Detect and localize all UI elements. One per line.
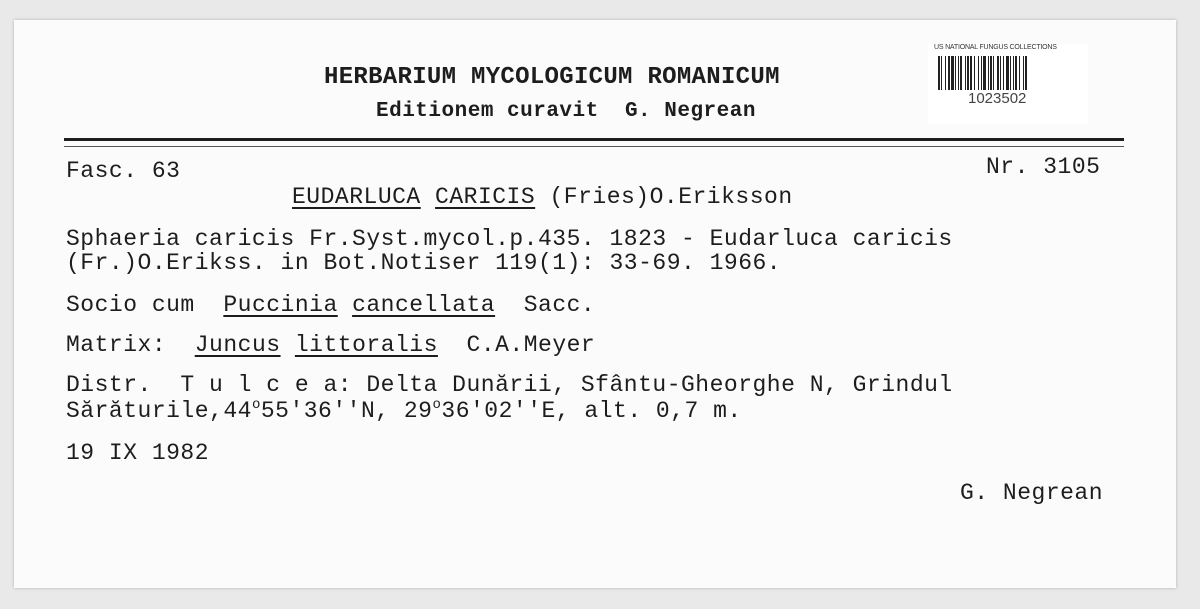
taxon-species: CARICIS — [435, 184, 536, 210]
matrix-prefix: Matrix: — [66, 332, 167, 358]
socio-species: cancellata — [352, 292, 496, 318]
barcode-number: 1023502 — [968, 90, 1027, 107]
matrix-authority: C.A.Meyer — [466, 332, 596, 358]
header-title: HERBARIUM MYCOLOGICUM ROMANICUM — [324, 64, 780, 91]
distribution-part-b: 55'36''N, 29 — [260, 398, 433, 424]
socio-genus: Puccinia — [223, 292, 338, 318]
synonymy-line-2: (Fr.)O.Erikss. in Bot.Notiser 119(1): 33-69. 1966. — [66, 250, 782, 276]
barcode-bars — [938, 56, 1078, 90]
taxon-authority: (Fries)O.Eriksson — [549, 184, 793, 210]
collector-name: G. Negrean — [960, 480, 1104, 506]
socio-prefix: Socio cum — [66, 292, 195, 318]
distribution-part-c: 36'02''E, alt. 0,7 m. — [441, 398, 742, 424]
taxon-genus: EUDARLUCA — [292, 184, 421, 210]
degree-symbol: o — [251, 397, 261, 413]
socio-authority: Sacc. — [523, 292, 596, 318]
taxon-line — [292, 184, 793, 210]
divider-thin — [64, 146, 1124, 147]
herbarium-label — [14, 20, 1176, 588]
collection-date: 19 IX 1982 — [66, 440, 210, 466]
divider-thick — [64, 138, 1124, 141]
barcode-sticker — [928, 44, 1088, 124]
synonymy-line-1: Sphaeria caricis Fr.Syst.mycol.p.435. 1823 - Eudarluca caricis — [66, 226, 953, 252]
barcode-caption: US NATIONAL FUNGUS COLLECTIONS — [934, 44, 1057, 51]
fascicle-number: Fasc. 63 — [66, 158, 181, 184]
distribution-part-a: Sărăturile,44 — [66, 398, 252, 424]
socio-line — [66, 292, 595, 318]
specimen-number: Nr. 3105 — [986, 154, 1101, 180]
matrix-line — [66, 332, 595, 358]
distribution-line-1: Distr. T u l c e a: Delta Dunării, Sfântu-Gheorghe N, Grindul — [66, 372, 953, 398]
degree-symbol: o — [432, 397, 442, 413]
header-editor: Editionem curavit G. Negrean — [376, 100, 756, 123]
distribution-line-2 — [66, 398, 742, 424]
matrix-species: littoralis — [294, 332, 438, 358]
matrix-genus: Juncus — [194, 332, 281, 358]
